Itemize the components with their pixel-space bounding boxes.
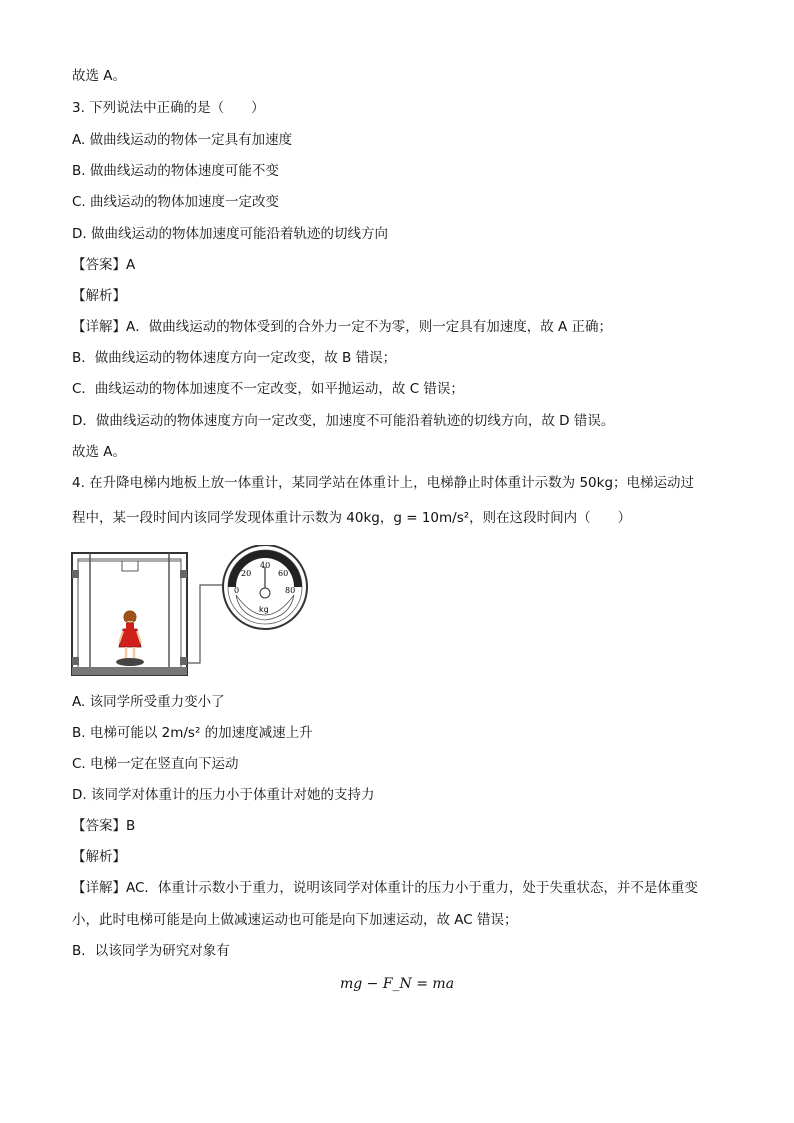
bracket xyxy=(72,570,79,578)
detail-line: 小，此时电梯可能是向上做减速运动也可能是向下加速运动，故 AC 错误； xyxy=(72,912,518,928)
question-3-stem: 3. 下列说法中正确的是（ ） xyxy=(72,100,265,116)
tick-60: 60 xyxy=(278,569,289,578)
option-d: D. 该同学对体重计的压力小于体重计对她的支持力 xyxy=(72,787,375,803)
analysis-label: 【解析】 xyxy=(72,849,126,865)
elevator-floor xyxy=(72,667,187,675)
text-line: 故选 A。 xyxy=(72,68,127,84)
analysis-label: 【解析】 xyxy=(72,288,126,304)
option-a: A. 做曲线运动的物体一定具有加速度 xyxy=(72,132,293,148)
detail-line: B．做曲线运动的物体速度方向一定改变，故 B 错误； xyxy=(72,350,397,366)
tick-80: 80 xyxy=(285,586,296,595)
option-b: B. 电梯可能以 2m/s² 的加速度减速上升 xyxy=(72,725,313,741)
option-b: B. 做曲线运动的物体速度可能不变 xyxy=(72,163,279,179)
bathroom-scale xyxy=(116,658,144,666)
answer-label: 【答案】A xyxy=(72,257,136,273)
tick-20: 20 xyxy=(241,569,252,578)
detail-line: 【详解】A．做曲线运动的物体受到的合外力一定不为零，则一定具有加速度，故 A 正确； xyxy=(72,319,613,335)
elevator-figure xyxy=(70,545,320,684)
question-4-stem: 4. 在升降电梯内地板上放一体重计，某同学站在体重计上，电梯静止时体重计示数为 50kg；电梯运动过 xyxy=(72,475,695,491)
connector-wire xyxy=(187,585,228,663)
answer-label: 【答案】B xyxy=(72,818,136,834)
bracket xyxy=(180,570,187,578)
formula: mg − F_N = ma xyxy=(339,976,455,992)
detail-line: C．曲线运动的物体加速度不一定改变，如平抛运动，故 C 错误； xyxy=(72,381,464,397)
unit-label: kg xyxy=(259,605,269,614)
elevator-top-box xyxy=(122,561,138,571)
text-line: 故选 A。 xyxy=(72,444,127,460)
option-d: D. 做曲线运动的物体加速度可能沿着轨迹的切线方向 xyxy=(72,226,388,242)
girl-figure xyxy=(119,611,141,658)
elevator-scale-diagram xyxy=(70,545,320,680)
bracket xyxy=(180,657,187,665)
scale-gauge xyxy=(223,545,307,629)
detail-line: D．做曲线运动的物体速度方向一定改变，加速度不可能沿着轨迹的切线方向，故 D 错误。 xyxy=(72,413,615,429)
question-4-stem-cont: 程中，某一段时间内该同学发现体重计示数为 40kg，g = 10m/s²，则在这段时间内（ ） xyxy=(72,510,632,526)
bracket xyxy=(72,657,79,665)
option-c: C. 曲线运动的物体加速度一定改变 xyxy=(72,194,280,210)
tick-0: 0 xyxy=(234,586,240,595)
option-c: C. 电梯一定在竖直向下运动 xyxy=(72,756,239,772)
option-a: A. 该同学所受重力变小了 xyxy=(72,694,225,710)
tick-40: 40 xyxy=(260,561,271,570)
detail-line: B．以该同学为研究对象有 xyxy=(72,943,230,959)
detail-line: 【详解】AC．体重计示数小于重力，说明该同学对体重计的压力小于重力，处于失重状态，并不是体重变 xyxy=(72,880,698,896)
